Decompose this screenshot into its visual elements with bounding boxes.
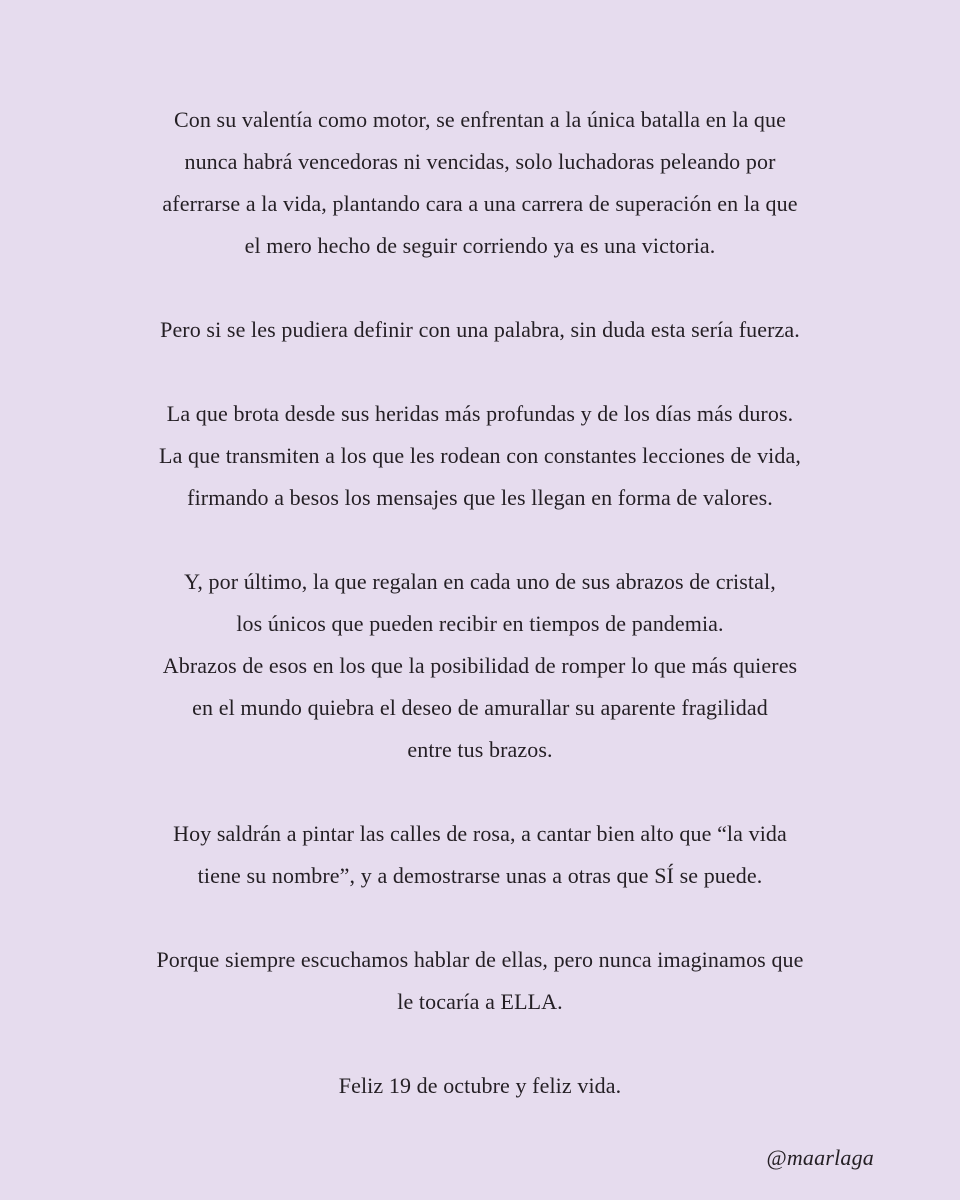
text-line: firmando a besos los mensajes que les llegan en forma de valores. [187,485,773,510]
message-text-block [0,99,960,1149]
text-line: La que brota desde sus heridas más profundas y de los días más duros. [166,401,794,426]
text-line: Feliz 19 de octubre y feliz vida. [338,1073,622,1098]
text-line: Abrazos de esos en los que la posibilidad de romper lo que más quieres [162,653,798,678]
paragraph-ella [0,939,960,1023]
text-line: en el mundo quiebra el deseo de amurallar su aparente fragilidad [192,695,768,720]
text-line: Y, por último, la que regalan en cada uno de sus abrazos de cristal, [184,569,776,594]
paragraph-rosa [0,813,960,897]
paragraph-heridas [0,393,960,519]
text-line: Pero si se les pudiera definir con una palabra, sin duda esta sería fuerza. [160,317,800,342]
text-line: le tocaría a ELLA. [397,989,563,1014]
text-line: La que transmiten a los que les rodean con constantes lecciones de vida, [159,443,801,468]
text-line: Con su valentía como motor, se enfrentan a la única batalla en la que [173,107,787,132]
text-line: Hoy saldrán a pintar las calles de rosa, a cantar bien alto que “la vida [173,821,787,846]
text-line: los únicos que pueden recibir en tiempos de pandemia. [236,611,724,636]
text-line: tiene su nombre”, y a demostrarse unas a otras que SÍ se puede. [197,863,763,888]
paragraph-abrazos [0,561,960,771]
paragraph-fuerza [0,309,960,351]
text-line: Porque siempre escuchamos hablar de ellas, pero nunca imaginamos que [156,947,804,972]
paragraph-closing [0,1065,960,1107]
text-line: el mero hecho de seguir corriendo ya es una victoria. [244,233,716,258]
author-signature: @maarlaga [766,1145,874,1170]
text-line: nunca habrá vencedoras ni vencidas, solo luchadoras peleando por [184,149,776,174]
text-line: entre tus brazos. [407,737,553,762]
paragraph-valentia [0,99,960,267]
text-line: aferrarse a la vida, plantando cara a una carrera de superación en la que [162,191,798,216]
